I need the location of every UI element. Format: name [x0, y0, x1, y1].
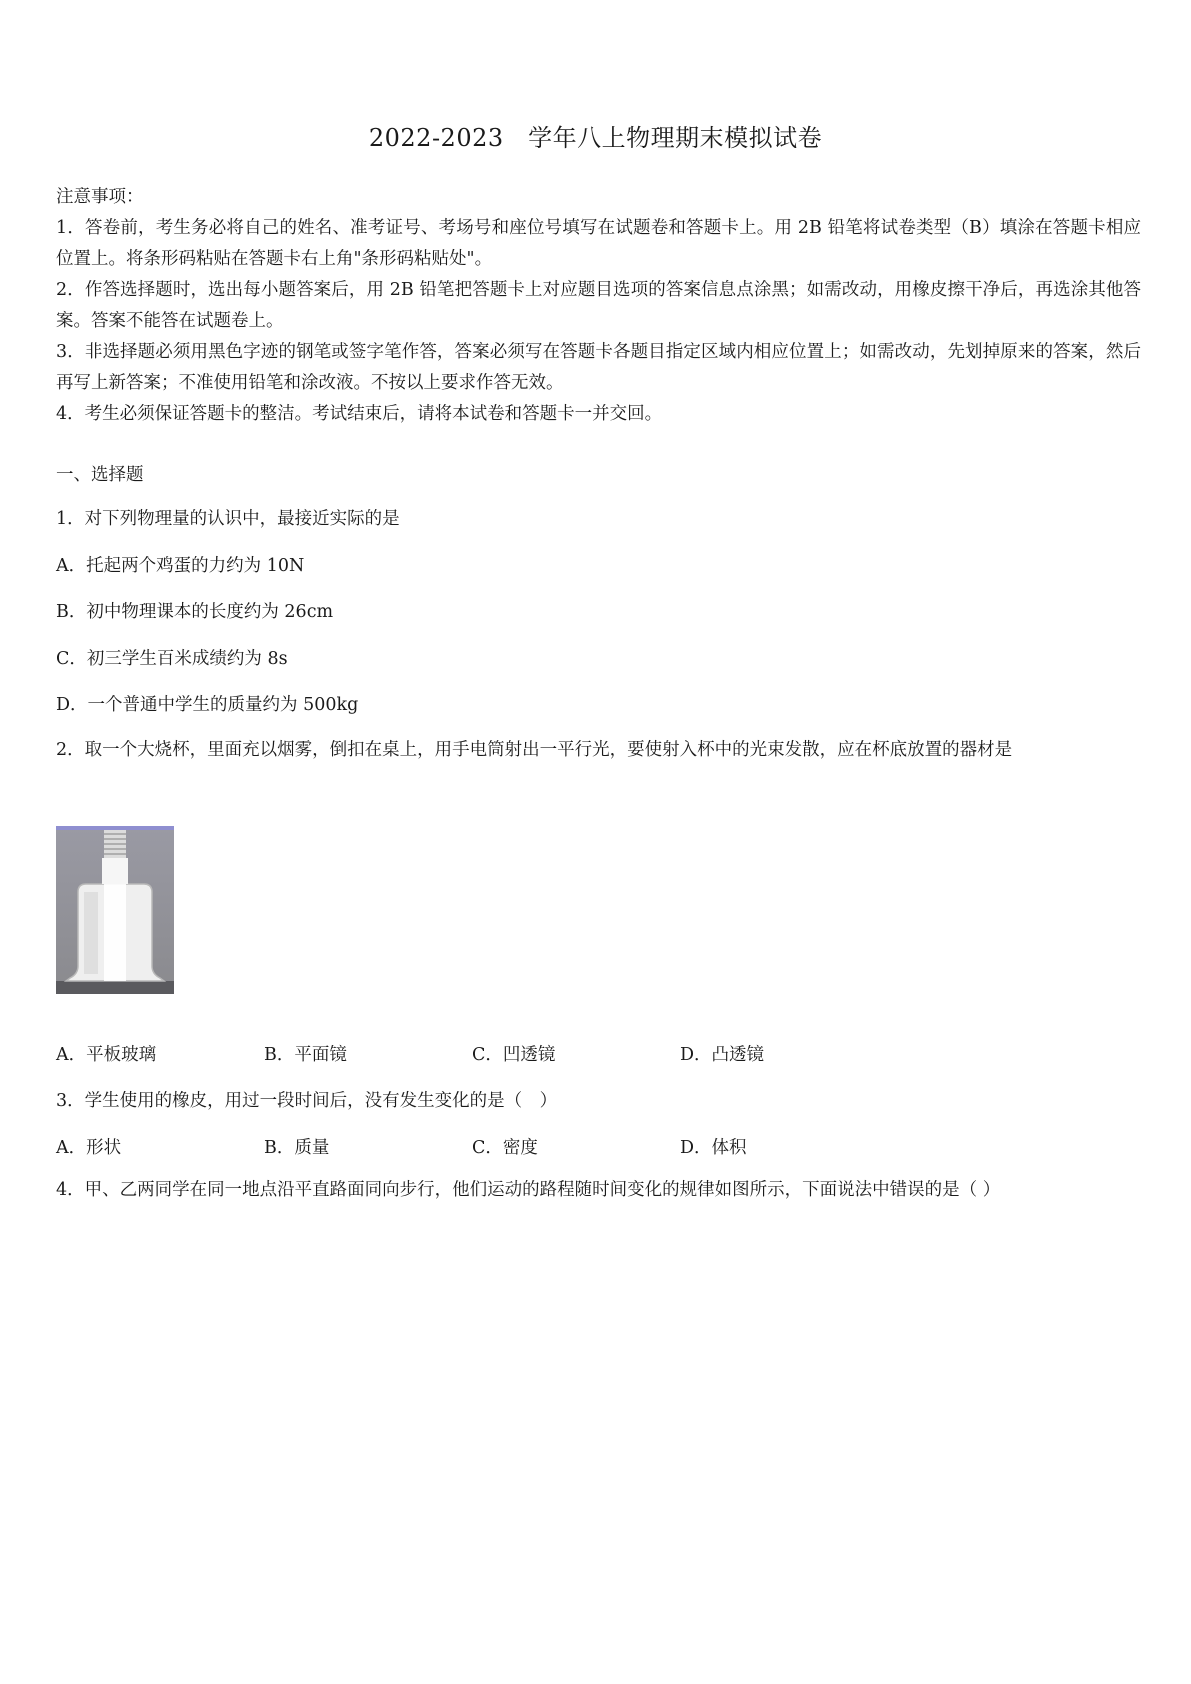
- notice-block: [56, 182, 1141, 430]
- notice-item-1: 1．答卷前，考生务必将自己的姓名、准考证号、考场号和座位号填写在试题卷和答题卡上。用 2B 铅笔将试卷类型（B）填涂在答题卡相应位置上。将条形码粘贴在答题卡右上角"条形码粘贴处"。: [56, 218, 1141, 269]
- beaker-flashlight-figure: [56, 826, 174, 994]
- notice-heading: 注意事项：: [56, 187, 144, 207]
- question-1-option-c: C．初三学生百米成绩约为 8s: [56, 649, 288, 669]
- question-4-stem: 4．甲、乙两同学在同一地点沿平直路面同向步行，他们运动的路程随时间变化的规律如图所示，下面说法中错误的是（ ）: [56, 1180, 1001, 1200]
- exam-title: 2022-2023 学年八上物理期末模拟试卷: [368, 124, 823, 152]
- notice-item-4: 4．考生必须保证答题卡的整洁。考试结束后，请将本试卷和答题卡一并交回。: [56, 404, 663, 424]
- question-1-option-b: B．初中物理课本的长度约为 26cm: [56, 602, 334, 622]
- question-1-option-d: D．一个普通中学生的质量约为 500kg: [56, 695, 359, 715]
- question-2-stem: 2．取一个大烧杯，里面充以烟雾，倒扣在桌上，用手电筒射出一平行光，要使射入杯中的光束发散，应在杯底放置的器材是: [56, 740, 1013, 760]
- question-2-option-c: C．凹透镜: [472, 1045, 556, 1065]
- section-heading: 一、选择题: [56, 465, 144, 485]
- question-1-option-a: A．托起两个鸡蛋的力约为 10N: [56, 556, 305, 576]
- question-2-option-b: B．平面镜: [264, 1045, 347, 1065]
- question-3-option-c: C．密度: [472, 1138, 538, 1158]
- question-3-option-b: B．质量: [264, 1138, 330, 1158]
- question-1-stem: 1．对下列物理量的认识中，最接近实际的是: [56, 509, 400, 529]
- question-3-stem: 3．学生使用的橡皮，用过一段时间后，没有发生变化的是（ ）: [56, 1091, 558, 1111]
- question-2-option-d: D．凸透镜: [680, 1045, 765, 1065]
- notice-item-2: 2．作答选择题时，选出每小题答案后，用 2B 铅笔把答题卡上对应题目选项的答案信息点涂黑；如需改动，用橡皮擦干净后，再选涂其他答案。答案不能答在试题卷上。: [56, 280, 1141, 331]
- question-3-options: [56, 1134, 888, 1159]
- question-2-option-a: A．平板玻璃: [56, 1045, 157, 1065]
- notice-item-3: 3．非选择题必须用黑色字迹的钢笔或签字笔作答，答案必须写在答题卡各题目指定区域内相应位置上；如需改动，先划掉原来的答案，然后再写上新答案；不准使用铅笔和涂改液。不按以上要求作答无效。: [56, 342, 1141, 393]
- question-2-options: [56, 1041, 888, 1066]
- question-3-option-a: A．形状: [56, 1138, 122, 1158]
- question-3-option-d: D．体积: [680, 1138, 747, 1158]
